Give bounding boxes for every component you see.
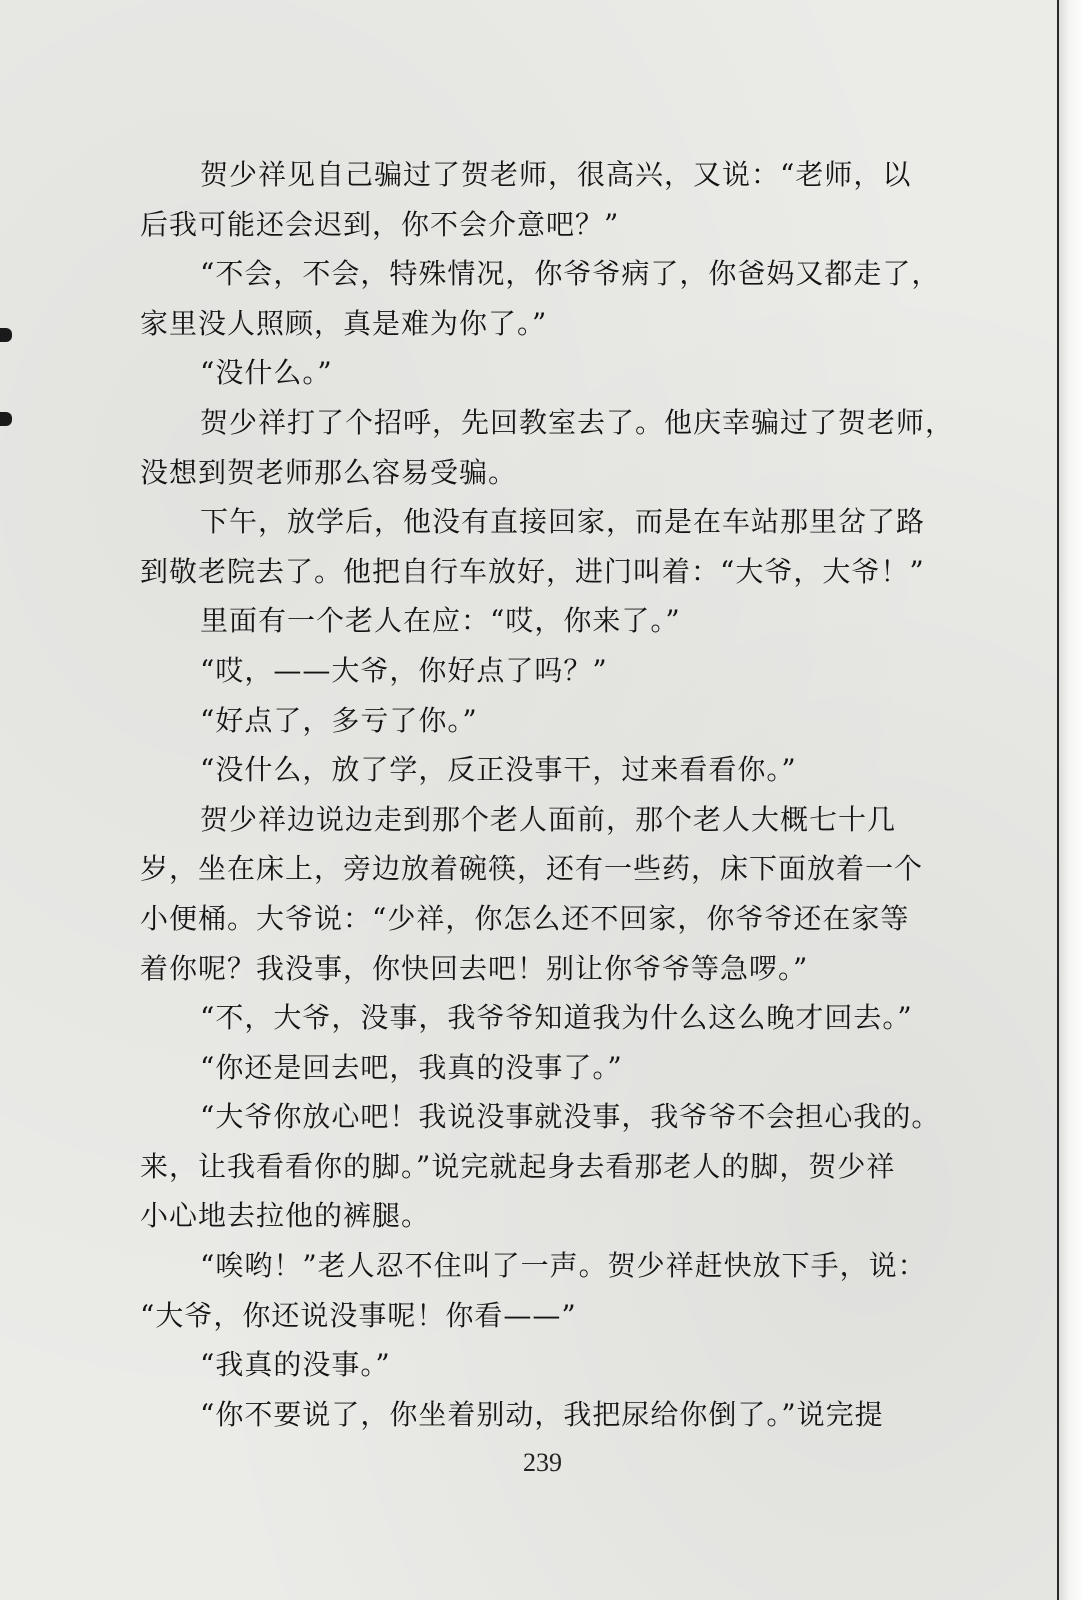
page-edge-shadow	[1057, 0, 1085, 1600]
text-line: “你还是回去吧，我真的没事了。”	[200, 1050, 623, 1084]
text-line: “不，大爷，没事，我爷爷知道我为什么这么晚才回去。”	[200, 1001, 913, 1035]
text-line: “大爷你放心吧！我说没事就没事，我爷爷不会担心我的。	[200, 1100, 941, 1134]
text-line: 贺少祥打了个招呼，先回教室去了。他庆幸骗过了贺老师，	[200, 405, 955, 439]
text-line: 贺少祥见自己骗过了贺老师，很高兴，又说：“老师，以	[200, 158, 912, 191]
text-line: 家里没人照顾，真是难为你了。”	[140, 306, 548, 340]
text-line: “哎，——大爷，你好点了吗？”	[200, 653, 608, 687]
page-number: 239	[523, 1448, 562, 1477]
text-line: 下午，放学后，他没有直接回家，而是在车站那里岔了路	[200, 505, 926, 539]
text-line: 贺少祥边说边走到那个老人面前，那个老人大概七十几	[200, 802, 897, 836]
text-line: “没什么，放了学，反正没事干，过来看看你。”	[200, 753, 797, 787]
text-line: 来，让我看看你的脚。”说完就起身去看那老人的脚，贺少祥	[140, 1149, 896, 1183]
text-line: “你不要说了，你坐着别动，我把尿给你倒了。”说完提	[200, 1397, 884, 1431]
text-line: “我真的没事。”	[200, 1348, 391, 1382]
text-line: 后我可能还会迟到，你不会介意吧？”	[140, 207, 620, 241]
text-line: 里面有一个老人在应：“哎，你来了。”	[200, 604, 681, 638]
text-line: “不会，不会，特殊情况，你爷爷病了，你爸妈又都走了，	[200, 257, 941, 291]
text-line: “没什么。”	[200, 356, 333, 390]
text-line: “好点了，多亏了你。”	[200, 703, 478, 737]
text-line: “唉哟！”老人忍不住叫了一声。贺少祥赶快放下手，说：	[200, 1249, 927, 1283]
scan-binding-mark	[0, 412, 12, 426]
text-line: 着你呢？我没事，你快回去吧！别让你爷爷等急啰。”	[140, 951, 809, 985]
text-line: 到敬老院去了。他把自行车放好，进门叫着：“大爷，大爷！”	[140, 554, 925, 588]
text-line: 岁，坐在床上，旁边放着碗筷，还有一些药，床下面放着一个	[140, 852, 924, 886]
body-text	[140, 150, 990, 1439]
text-line: 没想到贺老师那么容易受骗。	[140, 455, 518, 489]
text-line: 小便桶。大爷说：“少祥，你怎么还不回家，你爷爷还在家等	[140, 901, 910, 935]
text-line: “大爷，你还说没事呢！你看——”	[140, 1298, 577, 1332]
scan-binding-mark	[0, 328, 12, 342]
text-line: 小心地去拉他的裤腿。	[140, 1199, 431, 1233]
